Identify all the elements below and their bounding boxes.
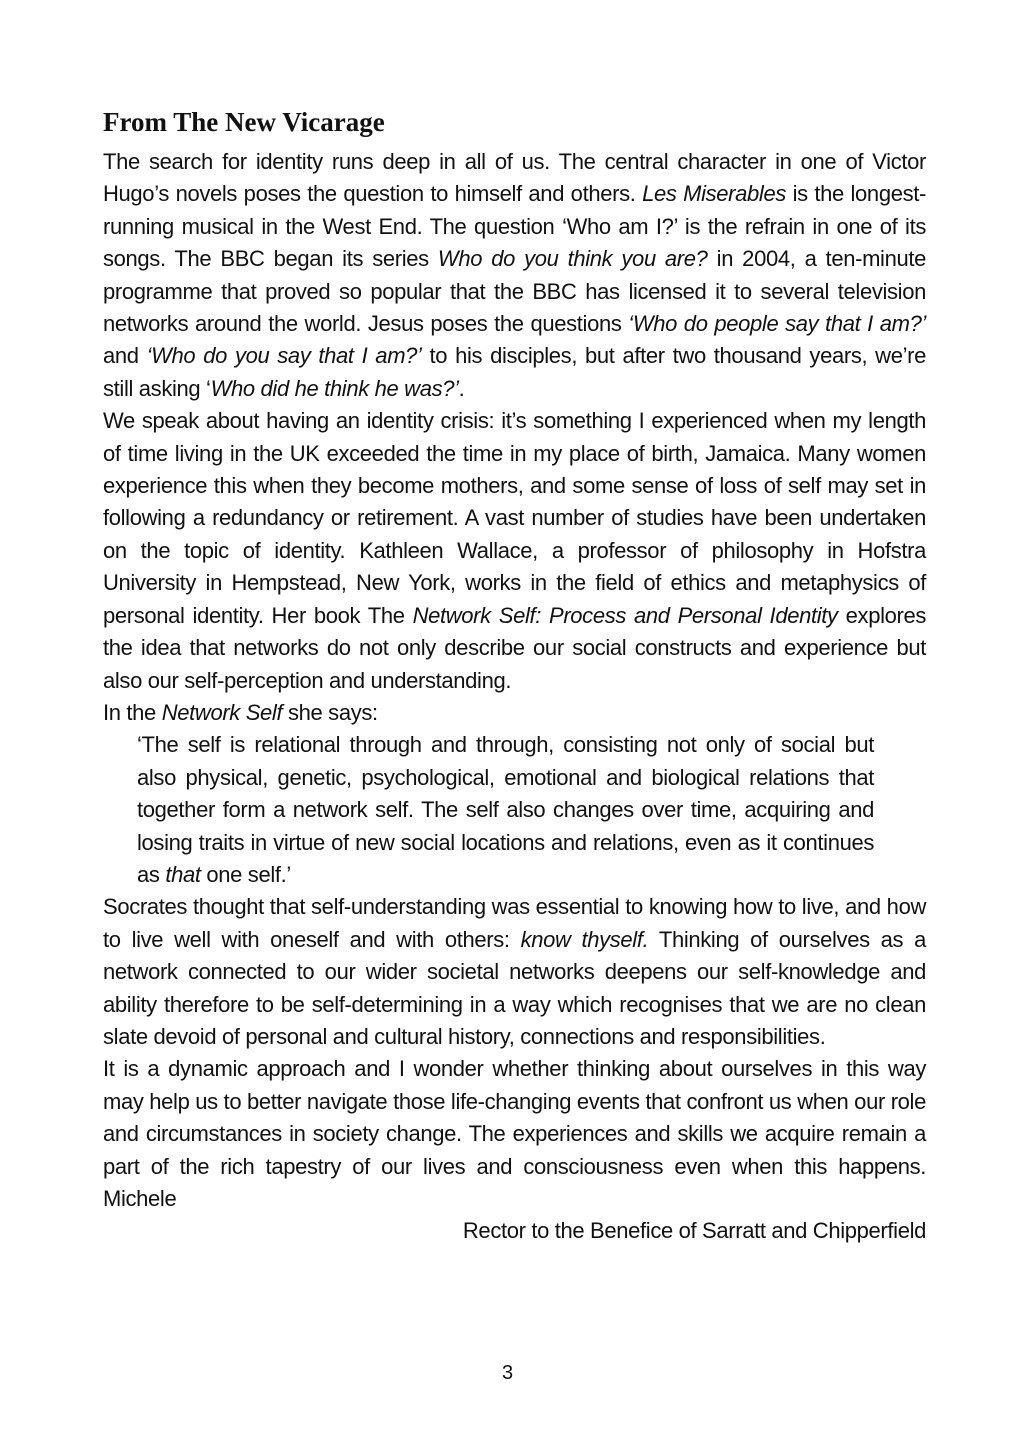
text-run: and: [103, 343, 147, 369]
text-run: explores the idea that networks do not only describe our social constructs and experience but also our self-perception and understanding.: [103, 602, 927, 693]
italic-run: that: [165, 861, 201, 887]
italic-run: ‘Who do you say that I am?’: [146, 343, 422, 369]
block-quote: [137, 729, 874, 891]
article-title: From The New Vicarage: [103, 107, 385, 137]
italic-run: know thyself.: [520, 926, 649, 952]
text-run: In the: [103, 699, 162, 725]
italic-run: Who did he think he was?’: [210, 375, 459, 401]
paragraph-4: [103, 891, 926, 1053]
italic-run: Network Self: Process and Personal Identity: [412, 602, 838, 628]
text-run: is the longest-running musical in the West End. The question ‘Who am I?’ is the refrain in one of its songs. The BBC began its series: [103, 181, 926, 272]
paragraph-3: [103, 697, 926, 729]
signature-role: Rector to the Benefice of Sarratt and Chipperfield: [462, 1218, 926, 1244]
signature-name: Michele: [103, 1186, 177, 1211]
italic-run: Who do you think you are?: [437, 246, 708, 272]
article: [103, 104, 926, 1248]
text-run: It is a dynamic approach and I wonder whether thinking about ourselves in this way may help us to better navigate those life-changing events that confront us when our role and circumstances in society change. The experiences and skills we acquire remain a part of the rich tapestry of our lives and consciousness even when this happens.: [103, 1056, 926, 1179]
text-run: one self.’: [200, 861, 291, 887]
text-run: Thinking of ourselves as a network connected to our wider societal networks deepens our self-knowledge and ability therefore to be self-determining in a way which recognises that we are no clean slate devoid of personal and cultural history, connections and responsibilities.: [103, 926, 926, 1049]
page-number: 3: [501, 1362, 514, 1384]
text-run: in 2004, a ten-minute programme that proved so popular that the BBC has licensed it to several television networks around the world. Jesus poses the questions: [103, 246, 927, 337]
paragraph-2: [103, 405, 926, 697]
text-run: .: [458, 375, 465, 401]
text-run: ‘The self is relational through and through, consisting not only of social but also physical, genetic, psychological, emotional and biological relations that together form a network self. The self also changes over time, acquiring and losing traits in virtue of new social locations and relations, even as it continues as: [137, 732, 874, 887]
text-run: The search for identity runs deep in all of us. The central character in one of Victor Hugo’s novels poses the question to himself and others.: [103, 149, 926, 207]
paragraph-5: [103, 1053, 926, 1215]
paragraph-1: [103, 146, 926, 405]
italic-run: ‘Who do people say that I am?’: [628, 311, 927, 337]
text-run: she says:: [282, 699, 378, 725]
text-run: to his disciples, but after two thousand years, we’re still asking ‘: [103, 343, 926, 401]
text-run: Socrates thought that self-understanding was essential to knowing how to live, and how to live well with oneself and with others:: [103, 894, 926, 952]
text-run: We speak about having an identity crisis: it’s something I experienced when my length of time living in the UK exceeded the time in my place of birth, Jamaica. Many women experience this when they become mothers, and some sense of loss of self may set in following a redundancy or retirement. A vast number of studies have been undertaken on the topic of identity. Kathleen Wallace, a professor of philosophy in Hofstra University in Hempstead, New York, works in the field of ethics and metaphysics of personal identity. Her book The: [103, 408, 926, 628]
italic-run: Les Miserables: [642, 181, 786, 207]
italic-run: Network Self: [161, 699, 283, 725]
